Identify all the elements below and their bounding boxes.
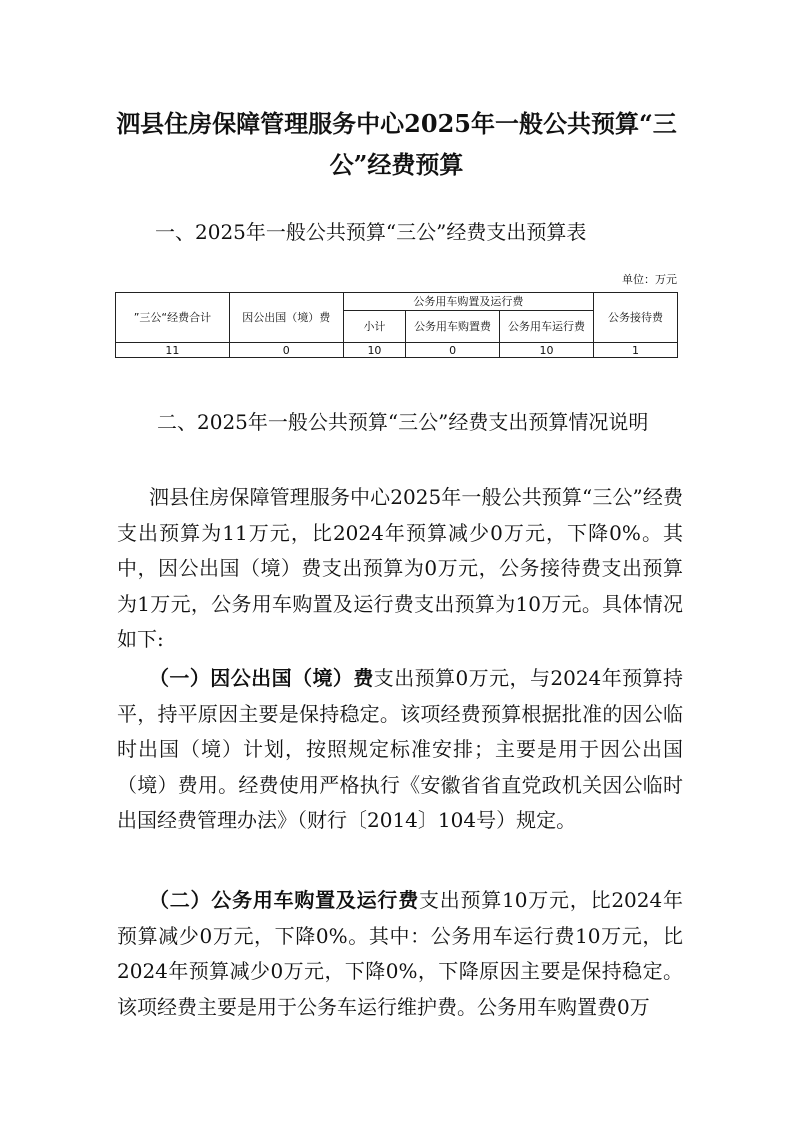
paragraph-abroad-heading: （一）因公出国（境）费: [149, 666, 374, 690]
header-vehicle-group: 公务用车购置及运行费: [343, 293, 593, 311]
cell-operation: 10: [500, 343, 594, 358]
budget-table: [115, 292, 678, 358]
header-subtotal: 小计: [343, 311, 405, 343]
cell-abroad: 0: [229, 343, 343, 358]
unit-label: 单位：万元: [622, 273, 677, 286]
section-heading-budget-table: 一、2025年一般公共预算“三公”经费支出预算表: [155, 220, 587, 244]
paragraph-abroad: [117, 661, 683, 839]
paragraph-vehicle: [117, 883, 683, 1025]
section-heading-explanation: 二、2025年一般公共预算“三公”经费支出预算情况说明: [157, 410, 649, 434]
cell-purchase: 0: [406, 343, 500, 358]
header-abroad: 因公出国（境）费: [229, 293, 343, 343]
header-reception: 公务接待费: [593, 293, 677, 343]
cell-reception: 1: [593, 343, 677, 358]
cell-subtotal: 10: [343, 343, 405, 358]
cell-total: 11: [116, 343, 230, 358]
header-operation: 公务用车运行费: [500, 311, 594, 343]
paragraph-vehicle-heading: （二）公务用车购置及运行费: [149, 888, 419, 912]
document-title: 泗县住房保障管理服务中心2025年一般公共预算“三公”经费预算: [116, 109, 677, 179]
paragraph-summary: 泗县住房保障管理服务中心2025年一般公共预算“三公”经费支出预算为11万元，比2024年预算减少0万元，下降0%。其中，因公出国（境）费支出预算为0万元，公务接待费支出预算为1万元，公务用车购置及运行费支出预算为10万元。具体情况如下:: [117, 485, 683, 651]
paragraph-vehicle-text: 支出预算10万元，比2024年预算减少0万元，下降0%。其中：公务用车运行费10万元，比2024年预算减少0万元，下降0%，下降原因主要是保持稳定。该项经费主要是用于公务车运行维护费。公务用车购置费0万: [117, 888, 684, 1019]
paragraph-abroad-text: 支出预算0万元，与2024年预算持平，持平原因主要是保持稳定。该项经费预算根据批准的因公临时出国（境）计划，按照规定标准安排；主要是用于因公出国（境）费用。经费使用严格执行《安徽省省直党政机关因公临时出国经费管理办法》（财行〔2014〕104号）规定。: [117, 666, 684, 832]
header-purchase: 公务用车购置费: [406, 311, 500, 343]
header-total: ”三公“经费合计: [116, 293, 230, 343]
